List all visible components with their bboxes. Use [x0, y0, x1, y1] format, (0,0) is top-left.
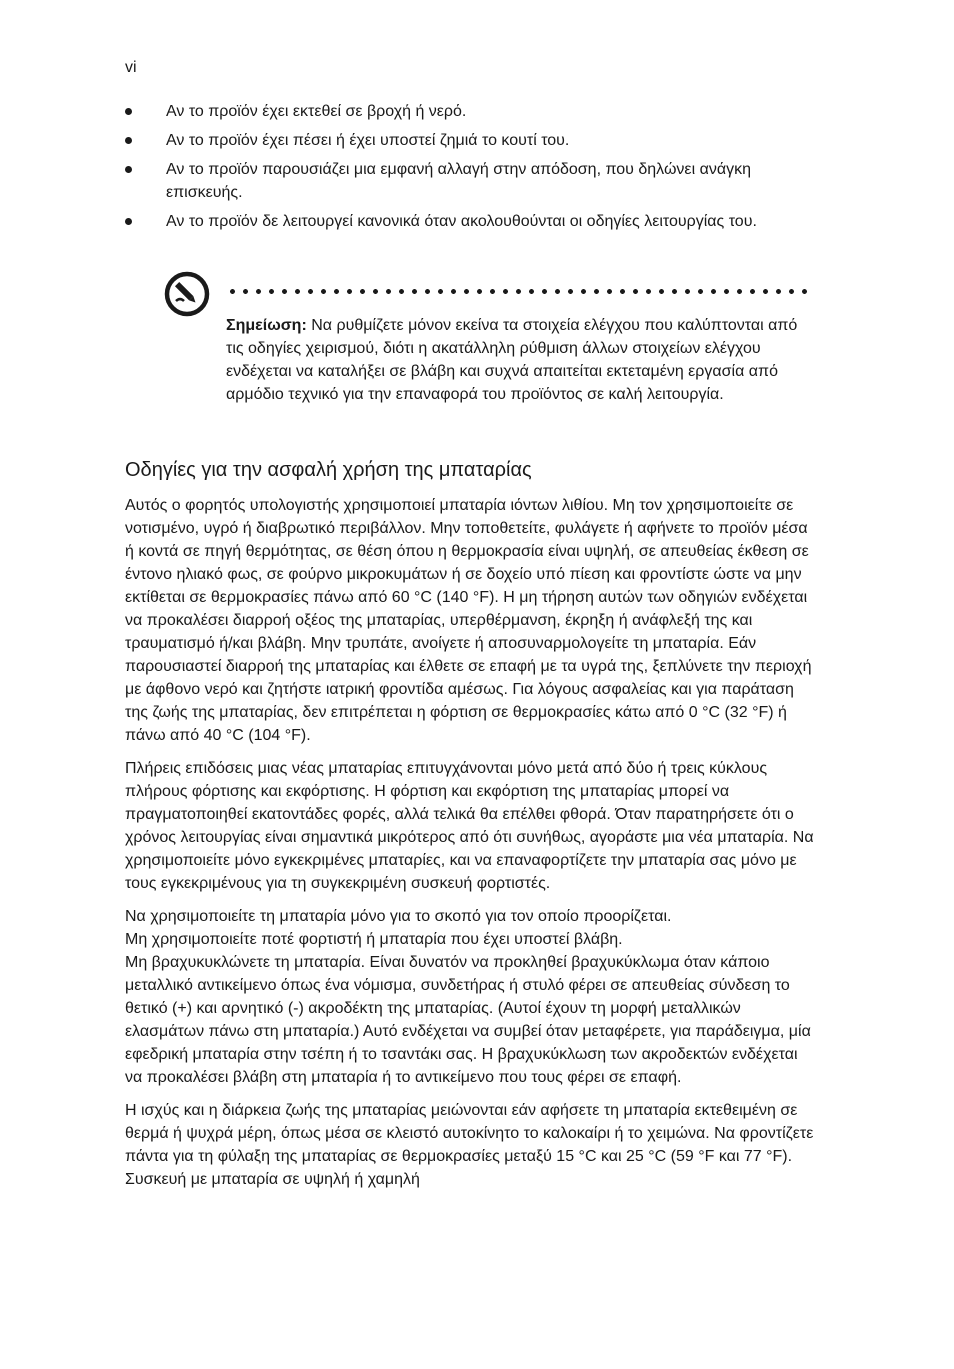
section-heading: Οδηγίες για την ασφαλή χρήση της μπαταρίας: [125, 459, 532, 481]
paragraph: Να χρησιμοποιείτε τη μπαταρία μόνο για το σκοπό για τον οποίο προορίζεται. Μη χρησιμοποιείτε ποτέ φορτιστή ή μπαταρία που έχει υποστεί βλάβη. Μη βραχυκυκλώνετε τη μπαταρία. Είναι δυνατόν να προκληθεί βραχυκύκλωμα όταν κάποιο μεταλλικό αντικείμενο όπως ένα νόμισμα, συνδετήρας ή στυλό φέρει σε απευθείας σύνδεση το θετικό (+) και αρνητικό (-) ακροδέκτη της μπαταρίας. (Αυτοί έχουν τη μορφή μεταλλικών ελασμάτων πάνω στη μπαταρία.) Αυτό ενδέχεται να συμβεί όταν μεταφέρετε, για παράδειγμα, μία εφεδρική μπαταρία στην τσέπη ή το τσαντάκι σας. Η βραχυκύκλωση των ακροδεκτών ενδέχεται να προκαλέσει βλάβη στη μπαταρία ή το αντικείμενο που τους φέρει σε επαφή.: [125, 908, 811, 1086]
bullet-icon: [125, 137, 132, 144]
list-item-text: Αν το προϊόν έχει εκτεθεί σε βροχή ή νερό.: [166, 103, 467, 120]
bullet-icon: [125, 166, 132, 173]
bullet-icon: [125, 108, 132, 115]
list-item: [125, 129, 815, 152]
bullet-list: [125, 100, 815, 239]
section-body: [125, 494, 815, 1201]
note-label: Σημείωση:: [226, 317, 307, 334]
list-item: [125, 210, 815, 233]
list-item-text: Αν το προϊόν δε λειτουργεί κανονικά όταν ακολουθούνται οι οδηγίες λειτουργίας του.: [166, 213, 757, 230]
paragraph: Πλήρεις επιδόσεις μιας νέας μπαταρίας επιτυγχάνονται μόνο μετά από δύο ή τρεις κύκλους πλήρους φόρτισης και εκφόρτισης. Η φόρτιση και εκφόρτιση της μπαταρίας μπορεί να πραγματοποιηθεί εκατοντάδες φορές, αλλά τελικά θα επέλθει φθορά. Όταν παρατηρήσετε ότι ο χρόνος λειτουργίας είναι σημαντικά μικρότερος από ότι συνήθως, αγοράστε μια νέα μπαταρία. Να χρησιμοποιείτε μόνο εγκεκριμένες μπαταρίες, και να επαναφορτίζετε την μπαταρία σας μόνο με τους εγκεκριμένους για τη συγκεκριμένη συσκευή φορτιστές.: [125, 760, 814, 892]
note-divider: [226, 289, 810, 294]
paragraph: Η ισχύς και η διάρκεια ζωής της μπαταρίας μειώνονται εάν αφήσετε τη μπαταρία εκτεθειμένη σε θερμά ή ψυχρά μέρη, όπως μέσα σε κλειστό αυτοκίνητο το καλοκαίρι ή το χειμώνα. Να φροντίζετε πάντα για τη φύλαξη της μπαταρίας σε θερμοκρασίες μεταξύ 15 °C και 25 °C (59 °F και 77 °F). Συσκευή με μπαταρία σε υψηλή ή χαμηλή: [125, 1102, 814, 1188]
bullet-icon: [125, 218, 132, 225]
paragraph: Αυτός ο φορητός υπολογιστής χρησιμοποιεί μπαταρία ιόντων λιθίου. Μη τον χρησιμοποιείτε σε νοτισμένο, υγρό ή διαβρωτικό περιβάλλον. Μην τοποθετείτε, φυλάγετε ή αφήνετε το προϊόν μέσα ή κοντά σε πηγή θερμότητας, σε θέση όπου η θερμοκρασία είναι υψηλή, σε απευθείας έκθεση σε έντονο ηλιακό φως, σε φούρνο μικροκυμάτων ή σε δοχείο υπό πίεση και φροντίστε ώστε να μην εκτίθεται σε θερμοκρασίες πάνω από 60 °C (140 °F). Η μη τήρηση αυτών των οδηγιών ενδέχεται να προκαλέσει διαρροή οξέος της μπαταρίας, υπερθέρμανση, έκρηξη ή ανάφλεξή της και τραυματισμό ή/και βλάβη. Μην τρυπάτε, ανοίγετε ή αποσυναρμολογείτε τη μπαταρία. Εάν παρουσιαστεί διαρροή της μπαταρίας και έλθετε σε επαφή με τα υγρά της, ξεπλύνετε την περιοχή με άφθονο νερό και ζητήστε ιατρική φροντίδα αμέσως. Για λόγους ασφαλείας και για παράταση της ζωής της μπαταρίας, δεν επιτρέπεται η φόρτιση σε θερμοκρασίες κάτω από 0 °C (32 °F) ή πάνω από 40 °C (104 °F).: [125, 497, 812, 744]
note-body: Να ρυθμίζετε μόνον εκείνα τα στοιχεία ελέγχου που καλύπτονται από τις οδηγίες χειρισμού, διότι η ακατάλληλη ρύθμιση άλλων στοιχείων ελέγχου ενδέχεται να καταλήξει σε βλάβη και συχνά απαιτείται εκτεταμένη εργασία από αρμόδιο τεχνικό για την επαναφορά του προϊόντος σε καλή λειτουργία.: [226, 317, 798, 403]
note-pen-icon: [164, 271, 210, 317]
page-number: vi: [125, 59, 137, 76]
list-item-text: Αν το προϊόν έχει πέσει ή έχει υποστεί ζημιά το κουτί του.: [166, 132, 570, 149]
list-item-text: Αν το προϊόν παρουσιάζει μια εμφανή αλλαγή στην απόδοση, που δηλώνει ανάγκη επισκευής.: [166, 161, 751, 201]
list-item: [125, 158, 815, 204]
note-text: [226, 314, 806, 406]
list-item: [125, 100, 815, 123]
